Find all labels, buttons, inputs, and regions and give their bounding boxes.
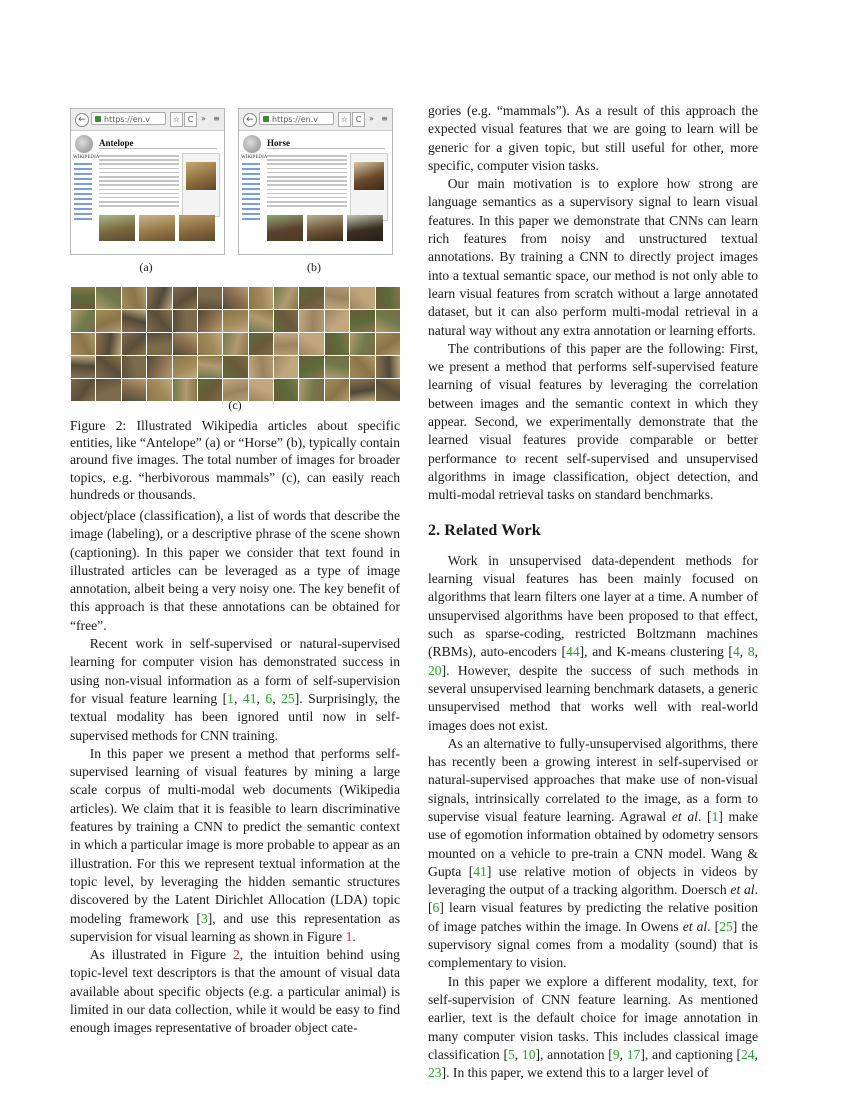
paragraph: In this paper we explore a different modality, text, for self-supervision of CNN feature learning. As mentioned earlier, text is the default choice for image annotation in many computer vision tasks. This includes classical image classification [5, 10], annotation [9, 17], and captioning [24, 23]. In this paper, we extend this to a larger level of xyxy=(428,973,758,1081)
figure-reference[interactable]: 2 xyxy=(232,947,240,963)
paragraph: In this paper we present a method that performs self-supervised learning of visual features by mining a large scale corpus of multi-modal web documents (Wikipedia articles). We claim that it is feasible to learn discriminative features by training a CNN to predict the semantic context in which a particular image is more probable to appear as an illustration. For this we represent textual information at the topic level, by leveraging the hidden semantic structures discovered by the Latent Dirichlet Allocation (LDA) topic modeling framework [3], and use this representation as supervision for visual learning as shown in Figure 1. xyxy=(70,745,400,944)
grid-image xyxy=(325,333,349,355)
back-arrow-icon[interactable]: ← xyxy=(243,113,257,127)
grid-image xyxy=(122,379,146,401)
grid-image xyxy=(223,310,247,332)
section-heading: 2. Related Work xyxy=(428,521,541,539)
infobox-image xyxy=(186,162,216,190)
grid-image xyxy=(147,356,171,378)
citation[interactable]: 10 xyxy=(521,1046,536,1062)
grid-image xyxy=(249,333,273,355)
paragraph: object/place (classification), a list of words that describe the image (labeling), or a descriptive phrase of the scene shown (captioning). In this paper we consider that text found in illustrated articles can be leveraged as a type of image annotation, albeit being a very noisy one. The key benefit of this approach is that these annotations can be obtained for “free”. xyxy=(70,508,400,633)
left-column xyxy=(70,507,400,1038)
bookmark-icon[interactable]: ☆ xyxy=(338,112,351,127)
article-title: Antelope xyxy=(99,138,217,149)
citation[interactable]: 20 xyxy=(428,662,442,678)
citation[interactable]: 44 xyxy=(566,644,580,660)
citation[interactable]: 3 xyxy=(200,910,208,926)
grid-image xyxy=(249,287,273,309)
grid-image xyxy=(71,287,95,309)
wiki-page xyxy=(71,131,224,254)
gallery xyxy=(267,215,387,245)
paragraph: As an alternative to fully-unsupervised algorithms, there has recently been a growing interest in self-supervised or natural-supervised approaches that make use of non-visual signals, intrinsically correlated to the image, as a form to supervise visual feature learning. Agrawal et al. [1] make use of egomotion information obtained by odometry sensors mounted on a vehicle to pre-train a CNN model. Wang & Gupta [41] use relative motion of objects in videos by leveraging the output of a tracking algorithm. Doersch et al. [6] learn visual features by predicting the relative position of image patches within the image. In Owens et al. [25] the supervisory signal comes from a modality (sound) that is complementary to vision. xyxy=(428,735,758,971)
grid-image xyxy=(325,310,349,332)
figure-caption: Figure 2: Illustrated Wikipedia articles about specific entities, like “Antelope” (a) or “Horse” (b), typically contain around five images. The total number of images for broader topics, e.g. “herbivorous mammals” (c), can easily reach hundreds or thousands. xyxy=(70,418,400,502)
sidebar-links xyxy=(74,163,94,223)
grid-image xyxy=(122,356,146,378)
grid-image xyxy=(198,356,222,378)
reload-icon[interactable]: C xyxy=(184,112,197,127)
url-bar[interactable] xyxy=(259,112,334,125)
url-bar[interactable] xyxy=(91,112,166,125)
grid-image xyxy=(274,310,298,332)
paragraph: Our main motivation is to explore how strong are language semantics as a supervisory signal to learn visual features. In this paper we demonstrate that CNNs can learn rich features from noisy and unstructured textual annotations. By training a CNN to directly project images into a textual semantic space, our method is not only able to learn visual features from scratch without a large annotated dataset, but it can also perform multi-modal retrieval in a natural way without any extra annotation or learning efforts. xyxy=(428,176,758,338)
infobox xyxy=(182,153,220,217)
menu-icon[interactable]: ≡ xyxy=(213,114,220,123)
article-title: Horse xyxy=(267,138,385,149)
gallery-image xyxy=(99,215,135,241)
grid-image xyxy=(198,310,222,332)
grid-image xyxy=(325,356,349,378)
grid-image xyxy=(71,310,95,332)
grid-image xyxy=(173,310,197,332)
grid-image xyxy=(223,287,247,309)
grid-image xyxy=(173,333,197,355)
grid-image xyxy=(299,356,323,378)
grid-image xyxy=(71,333,95,355)
grid-image xyxy=(223,356,247,378)
browser-toolbar xyxy=(71,109,224,131)
grid-image xyxy=(173,287,197,309)
grid-image xyxy=(274,333,298,355)
grid-image xyxy=(198,333,222,355)
grid-image xyxy=(299,310,323,332)
browser-window-antelope xyxy=(70,108,225,255)
gallery xyxy=(99,215,219,245)
overflow-icon[interactable]: » xyxy=(369,114,374,123)
grid-image xyxy=(96,310,120,332)
grid-image xyxy=(350,287,374,309)
lock-icon xyxy=(95,116,101,122)
paragraph: gories (e.g. “mammals”). As a result of this approach the expected visual features that we are going to learn will be generic for a given topic, but still useful for other, more specific, computer vision tasks. xyxy=(428,103,758,173)
grid-image xyxy=(325,379,349,401)
wikipedia-wordmark: WIKIPEDIA xyxy=(241,155,268,160)
citation[interactable]: 17 xyxy=(626,1046,641,1062)
grid-image xyxy=(147,310,171,332)
panel-label-c: (c) xyxy=(228,398,242,412)
grid-image xyxy=(198,287,222,309)
gallery-image xyxy=(307,215,343,241)
figure-reference[interactable]: 1 xyxy=(345,928,353,944)
grid-image xyxy=(249,310,273,332)
grid-image xyxy=(376,333,400,355)
citation[interactable]: 1 xyxy=(227,690,234,706)
grid-image xyxy=(350,333,374,355)
citation[interactable]: 25 xyxy=(719,918,733,934)
grid-image xyxy=(96,287,120,309)
citation[interactable]: 25 xyxy=(281,690,295,706)
browser-toolbar xyxy=(239,109,392,131)
grid-image xyxy=(147,379,171,401)
citation[interactable]: 9 xyxy=(612,1046,620,1062)
paragraph: As illustrated in Figure 2, the intuition behind using topic-level text descriptors is that the amount of visual data available about specific objects (e.g. a particular animal) is limited in our data collection, while it would be easy to find enough images representative of broader object cate- xyxy=(70,947,400,1036)
grid-image xyxy=(71,356,95,378)
infobox xyxy=(350,153,388,221)
grid-image xyxy=(350,379,374,401)
wikipedia-wordmark: WIKIPEDIA xyxy=(73,155,100,160)
gallery-image xyxy=(347,215,383,241)
paragraph: The contributions of this paper are the following: First, we present a method that performs self-supervised feature learning of visual features by leveraging the correlation between images and the semantic context in which they appear. Second, we experimentally demonstrate that the learned visual features provide comparable or better performance to recent self-supervised and unsupervised algorithms in image classification, object detection, and multi-modal retrieval tasks on standard benchmarks. xyxy=(428,340,758,503)
grid-image xyxy=(376,310,400,332)
citation[interactable]: 4 xyxy=(732,644,740,660)
wikipedia-logo-icon xyxy=(75,135,93,153)
overflow-icon[interactable]: » xyxy=(201,114,206,123)
grid-image xyxy=(376,287,400,309)
citation[interactable]: 41 xyxy=(242,690,257,706)
panel-label-a: (a) xyxy=(139,260,153,274)
gallery-image xyxy=(267,215,303,241)
grid-image xyxy=(325,287,349,309)
menu-icon[interactable]: ≡ xyxy=(381,114,388,123)
grid-image xyxy=(173,356,197,378)
citation[interactable]: 1 xyxy=(711,808,719,824)
grid-image xyxy=(96,379,120,401)
grid-image xyxy=(299,379,323,401)
wiki-page xyxy=(239,131,392,254)
image-grid xyxy=(71,287,400,401)
reload-icon[interactable]: C xyxy=(352,112,365,127)
grid-image xyxy=(122,287,146,309)
grid-image xyxy=(299,287,323,309)
grid-image xyxy=(223,333,247,355)
right-column xyxy=(428,102,758,1082)
grid-image xyxy=(350,310,374,332)
bookmark-icon[interactable]: ☆ xyxy=(170,112,183,127)
wikipedia-logo-icon xyxy=(243,135,261,153)
grid-image xyxy=(147,287,171,309)
citation[interactable]: 24 xyxy=(741,1046,755,1062)
paragraph: Recent work in self-supervised or natural-supervised learning for computer vision has demonstrated success in using non-visual information as a form of self-supervision for visual feature learning [1, 41, 6, 25]. Surprisingly, the textual modality has been ignored until now in self-supervised methods for CNN training. xyxy=(70,636,401,743)
grid-image xyxy=(122,310,146,332)
grid-image xyxy=(96,333,120,355)
grid-image xyxy=(173,379,197,401)
citation[interactable]: 23 xyxy=(428,1065,442,1081)
citation[interactable]: 41 xyxy=(473,863,487,879)
grid-image xyxy=(147,333,171,355)
grid-image xyxy=(96,356,120,378)
lock-icon xyxy=(263,116,269,122)
grid-image xyxy=(274,356,298,378)
url-text: https://en.v xyxy=(104,115,150,124)
article-text xyxy=(267,155,347,209)
grid-image xyxy=(71,379,95,401)
citation[interactable]: 6 xyxy=(265,690,273,706)
gallery-image xyxy=(139,215,175,241)
paragraph: Work in unsupervised data-dependent methods for learning visual features has been mainly focused on algorithms that learn filters one layer at a time. A number of unsupervised algorithms have been proposed to that effect, such as sparse-coding, restricted Boltzmann machines (RBMs), auto-encoders [44], and K-means clustering [4, 8, 20]. However, despite the success of such methods in several unsupervised learning benchmark datasets, a generic unsupervised method that works well with real-world images does not exist. xyxy=(428,552,759,733)
back-arrow-icon[interactable]: ← xyxy=(75,113,89,127)
infobox-image xyxy=(354,162,384,190)
grid-image xyxy=(274,379,298,401)
citation[interactable]: 8 xyxy=(747,644,755,660)
grid-image xyxy=(299,333,323,355)
sidebar-links xyxy=(242,163,262,223)
grid-image xyxy=(350,356,374,378)
article-text xyxy=(99,155,179,209)
grid-image xyxy=(274,287,298,309)
gallery-image xyxy=(179,215,215,241)
grid-image xyxy=(249,356,273,378)
browser-window-horse xyxy=(238,108,393,255)
grid-image xyxy=(122,333,146,355)
panel-label-b: (b) xyxy=(307,260,321,274)
grid-image xyxy=(376,379,400,401)
citation[interactable]: 6 xyxy=(432,900,440,916)
url-text: https://en.v xyxy=(272,115,318,124)
grid-image xyxy=(376,356,400,378)
citation[interactable]: 5 xyxy=(507,1046,515,1062)
